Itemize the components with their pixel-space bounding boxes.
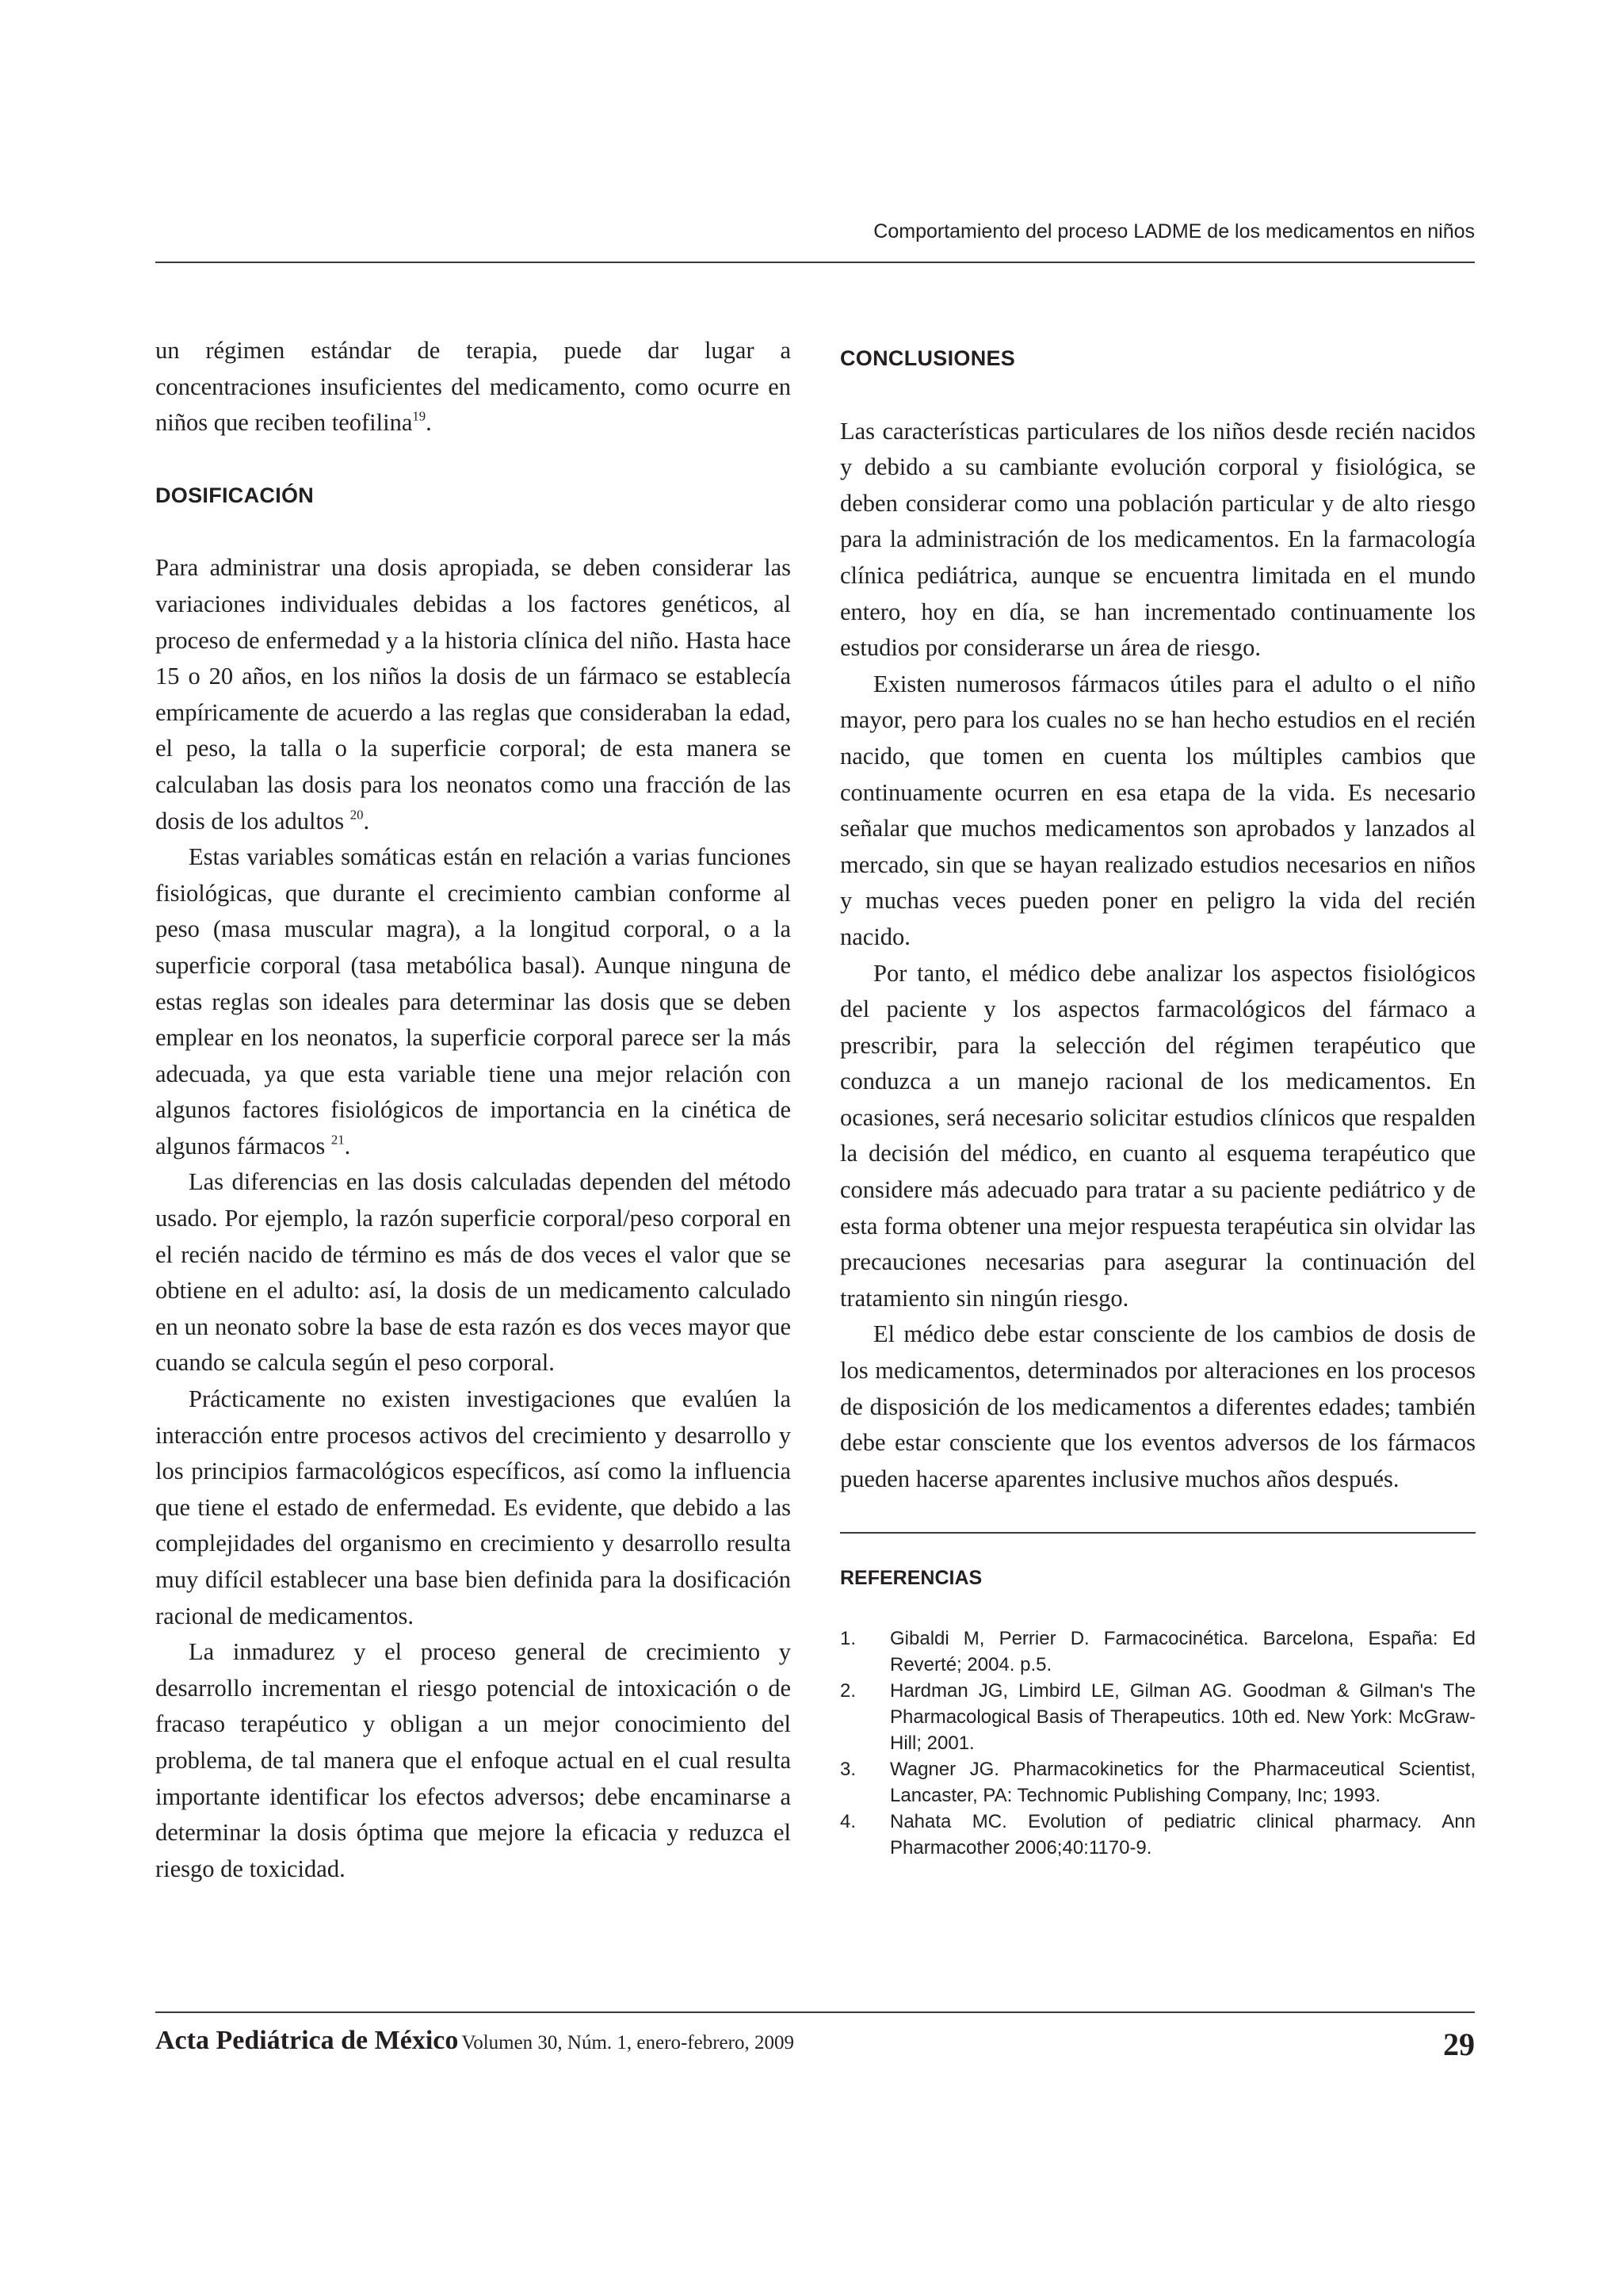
section-heading-conclusiones: CONCLUSIONES [840,346,1016,370]
volume-info: Volumen 30, Núm. 1, enero-febrero, 2009 [461,2032,794,2053]
citation-ref: 19 [412,408,426,424]
body-paragraph: Por tanto, el médico debe analizar los aspectos fisiológicos del paciente y los aspectos farmacológicos del fármaco a prescribir, para la selección del régimen terapéutico que conduzca a un manejo racional de los medicamentos. En ocasiones, será necesario solicitar estudios clínicos que respalden la decisión del médico, en cuanto al esquema terapéutico que considere más adecuado para tratar a su paciente pediátrico y de esta forma obtener una mejor respuesta terapéutica sin olvidar las precauciones necesarias para asegurar la continuación del tratamiento sin ningún riesgo. [840,959,1476,1312]
reference-item [840,1756,1476,1809]
header-rule [155,262,1475,263]
footer-rule [155,2011,1475,2013]
body-paragraph: Las características particulares de los niños desde recién nacidos y debido a su cambiante evolución corporal y fisiológica, se deben considerar como una población particular y de alto riesgo para la administración de los medicamentos. En la farmacología clínica pediátrica, aunque se encuentra limitada en el mundo entero, hoy en día, se han incrementado continuamente los estudios por considerarse un área de riesgo. [840,417,1476,662]
reference-number: 2. [840,1680,857,1702]
references-rule [840,1532,1476,1534]
body-paragraph: Estas variables somáticas están en relación a varias funciones fisiológicas, que durante el crecimiento cambian conforme al peso (masa muscular magra), a la longitud corporal, o a la superficie corporal (tasa metabólica basal). Aunque ninguna de estas reglas son ideales para determinar las dosis que se deben emplear en los neonatos, la superficie corporal parece ser la más adecuada, ya que esta variable tiene una mejor relación con algunos factores fisiológicos de importancia en la cinética de algunos fármacos $^{21}$. [155,843,791,1159]
intro-text: un régimen estándar de terapia, puede dar lugar a concentraciones insuficientes del medicamento, como ocurre en niños que reciben teofilina [155,337,791,437]
citation-ref: 21 [330,1132,345,1148]
body-paragraph: El médico debe estar consciente de los cambios de dosis de los medicamentos, determinados por alteraciones en los procesos de disposición de los medicamentos a diferentes edades; también debe estar consciente que los eventos adversos de los fármacos pueden hacerse aparentes inclusive muchos años después. [840,1320,1476,1492]
paragraph-text: Para administrar una dosis apropiada, se deben considerar las variaciones individuales debidas a los factores genéticos, al proceso de enfermedad y a la historia clínica del niño. Hasta hace 15 o 20 años, en los niños la dosis de un fármaco se establecía empíricamente de acuerdo a las reglas que consideraban la edad, el peso, la talla o la superficie corporal; de esta manera se calculaban las dosis para los neonatos como una fracción de las dosis de los adultos [155,554,791,835]
page-footer [155,2026,1475,2073]
body-paragraph: Las diferencias en las dosis calculadas dependen del método usado. Por ejemplo, la razón superficie corporal/peso corporal en el recién nacido de término es más de dos veces el valor que se obtiene en el adulto: así, la dosis de un medicamento calculado en un neonato sobre la base de esta razón es dos veces mayor que cuando se calcula según el peso corporal. [155,1168,791,1377]
reference-number: 4. [840,1811,857,1832]
page-number: 29 [1443,2027,1475,2062]
citation-ref: 20 [349,806,364,822]
reference-number: 1. [840,1628,857,1649]
body-paragraph: La inmadurez y el proceso general de crecimiento y desarrollo incrementan el riesgo potencial de intoxicación o de fracaso terapéutico y obligan a un mejor conocimiento del problema, de tal manera que el enfoque actual en el cual resulta importante identificar los efectos adversos; debe encaminarse a determinar la dosis óptima que mejore la eficacia y reduzca el riesgo de toxicidad. [155,1638,791,1882]
paragraph-text: Estas variables somáticas están en relación a varias funciones fisiológicas, que durante el crecimiento cambian conforme al peso (masa muscular magra), a la longitud corporal, o a la superficie corporal (tasa metabólica basal). Aunque ninguna de estas reglas son ideales para determinar las dosis que se deben emplear en los neonatos, la superficie corporal parece ser la más adecuada, ya que esta variable tiene una mejor relación con algunos factores fisiológicos de importancia en la cinética de algunos fármacos [155,843,791,1159]
section-heading-dosificacion: DOSIFICACIÓN [155,483,315,507]
intro-paragraph: un régimen estándar de terapia, puede dar lugar a concentraciones insuficientes del medicamento, como ocurre en niños que reciben teofilina$^{19}$. [155,337,791,437]
journal-title: Acta Pediátrica de México [155,2026,459,2055]
body-paragraph: Para administrar una dosis apropiada, se deben considerar las variaciones individuales debidas a los factores genéticos, al proceso de enfermedad y a la historia clínica del niño. Hasta hace 15 o 20 años, en los niños la dosis de un fármaco se establecía empíricamente de acuerdo a las reglas que consideraban la edad, el peso, la talla o la superficie corporal; de esta manera se calculaban las dosis para los neonatos como una fracción de las dosis de los adultos $^{20}$. [155,554,791,835]
body-paragraph: Prácticamente no existen investigaciones que evalúen la interacción entre procesos activos del crecimiento y desarrollo y los principios farmacológicos específicos, así como la influencia que tiene el estado de enfermedad. Es evidente, que debido a las complejidades del organismo en crecimiento y desarrollo resulta muy difícil establecer una base bien definida para la dosificación racional de medicamentos. [155,1385,791,1629]
reference-number: 3. [840,1759,857,1780]
references-heading: REFERENCIAS [840,1567,983,1590]
reference-item [840,1626,1476,1678]
reference-text: Gibaldi M, Perrier D. Farmacocinética. Barcelona, España: Ed Reverté; 2004. p.5. [890,1628,1476,1675]
running-head: Comportamiento del proceso LADME de los medicamentos en niños [873,220,1475,243]
left-column [155,333,791,1887]
reference-text: Hardman JG, Limbird LE, Gilman AG. Goodman & Gilman's The Pharmacological Basis of Therapeutics. 10th ed. New York: McGraw-Hill; 2001. [890,1680,1476,1754]
reference-item [840,1809,1476,1861]
body-paragraph: Existen numerosos fármacos útiles para el adulto o el niño mayor, pero para los cuales no se han hecho estudios en el recién nacido, que tomen en cuenta los múltiples cambios que continuamente ocurren en esa etapa de la vida. Es necesario señalar que muchos medicamentos son aprobados y lanzados al mercado, sin que se hayan realizado estudios necesarios en niños y muchas veces pueden poner en peligro la vida del recién nacido. [840,670,1476,950]
reference-list [840,1626,1476,1861]
reference-text: Wagner JG. Pharmacokinetics for the Pharmaceutical Scientist, Lancaster, PA: Technomic Publishing Company, Inc; 1993. [890,1759,1476,1806]
right-column [840,333,1476,1861]
reference-text: Nahata MC. Evolution of pediatric clinical pharmacy. Ann Pharmacother 2006;40:1170-9. [890,1811,1476,1859]
reference-item [840,1678,1476,1756]
